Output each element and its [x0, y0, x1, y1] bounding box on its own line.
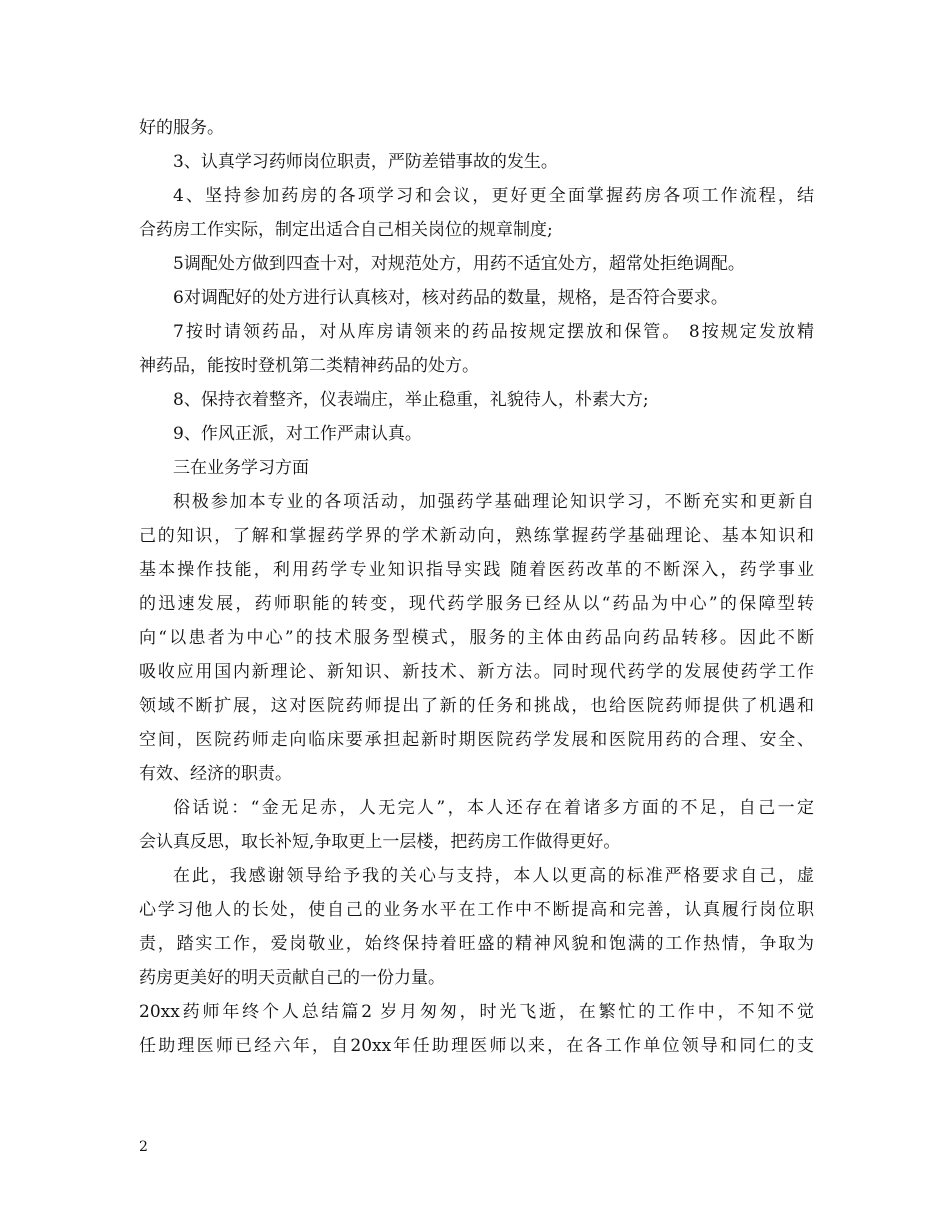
text-line: 6对调配好的处方进行认真核对，核对药品的数量，规格，是否符合要求。: [173, 288, 728, 308]
text-line: 3、认真学习药师岗位职责，严防差错事故的发生。: [173, 152, 558, 172]
text-line: 俗话说：“金无足赤，人无完人”，本人还存在着诸多方面的不足，自己一定: [173, 798, 814, 818]
text-line: 有效、经济的职责。: [139, 764, 292, 784]
text-line: 吸收应用国内新理论、新知识、新技术、新方法。同时现代药学的发展使药学工作: [139, 662, 814, 682]
text-line: 5调配处方做到四查十对，对规范处方，用药不适宜处方，超常处拒绝调配。: [173, 254, 745, 274]
text-line: 20xx药师年终个人总结篇2 岁月匆匆，时光飞逝，在繁忙的工作中，不知不觉: [139, 1002, 814, 1022]
text-line: 7按时请领药品，对从库房请领来的药品按规定摆放和保管。 8按规定发放精: [173, 322, 814, 342]
text-line: 基本操作技能，利用药学专业知识指导实践 随着医药改革的不断深入，药学事业: [139, 560, 814, 580]
text-line: 向“以患者为中心”的技术服务型模式，服务的主体由药品向药品转移。因此不断: [139, 628, 814, 648]
text-line: 在此，我感谢领导给予我的关心与支持，本人以更高的标准严格要求自己，虚: [173, 866, 814, 886]
text-line: 的迅速发展，药师职能的转变，现代药学服务已经从以“药品为中心”的保障型转: [139, 594, 814, 614]
text-line: 合药房工作实际，制定出适合自己相关岗位的规章制度;: [139, 220, 553, 240]
text-line: 药房更美好的明天贡献自己的一份力量。: [139, 968, 445, 988]
text-line: 会认真反思，取长补短,争取更上一层楼，把药房工作做得更好。: [139, 832, 621, 852]
text-line: 责，踏实工作，爱岗敬业，始终保持着旺盛的精神风貌和饱满的工作热情，争取为: [139, 934, 814, 954]
text-line: 空间，医院药师走向临床要承担起新时期医院药学发展和医院用药的合理、安全、: [139, 730, 814, 750]
text-line: 积极参加本专业的各项活动，加强药学基础理论知识学习，不断充实和更新自: [173, 492, 814, 512]
document-body: [139, 111, 814, 1063]
text-line: 领域不断扩展，这对医院药师提出了新的任务和挑战，也给医院药师提供了机遇和: [139, 696, 814, 716]
text-line: 神药品，能按时登机第二类精神药品的处方。: [139, 356, 479, 376]
text-line: 9、作风正派，对工作严肃认真。: [173, 424, 422, 444]
text-line: 8、保持衣着整齐，仪表端庄，举止稳重，礼貌待人，朴素大方;: [173, 390, 649, 410]
text-line: 4、坚持参加药房的各项学习和会议，更好更全面掌握药房各项工作流程，结: [173, 186, 814, 206]
text-line: 己的知识，了解和掌握药学界的学术新动向，熟练掌握药学基础理论、基本知识和: [139, 526, 814, 546]
text-line: 好的服务。: [139, 118, 224, 138]
text-line: 三在业务学习方面: [173, 458, 309, 478]
text-line: 心学习他人的长处，使自己的业务水平在工作中不断提高和完善，认真履行岗位职: [139, 900, 814, 920]
text-line: 任助理医师已经六年，自20xx年任助理医师以来，在各工作单位领导和同仁的支: [139, 1036, 814, 1056]
page-number: 2: [139, 1139, 148, 1155]
